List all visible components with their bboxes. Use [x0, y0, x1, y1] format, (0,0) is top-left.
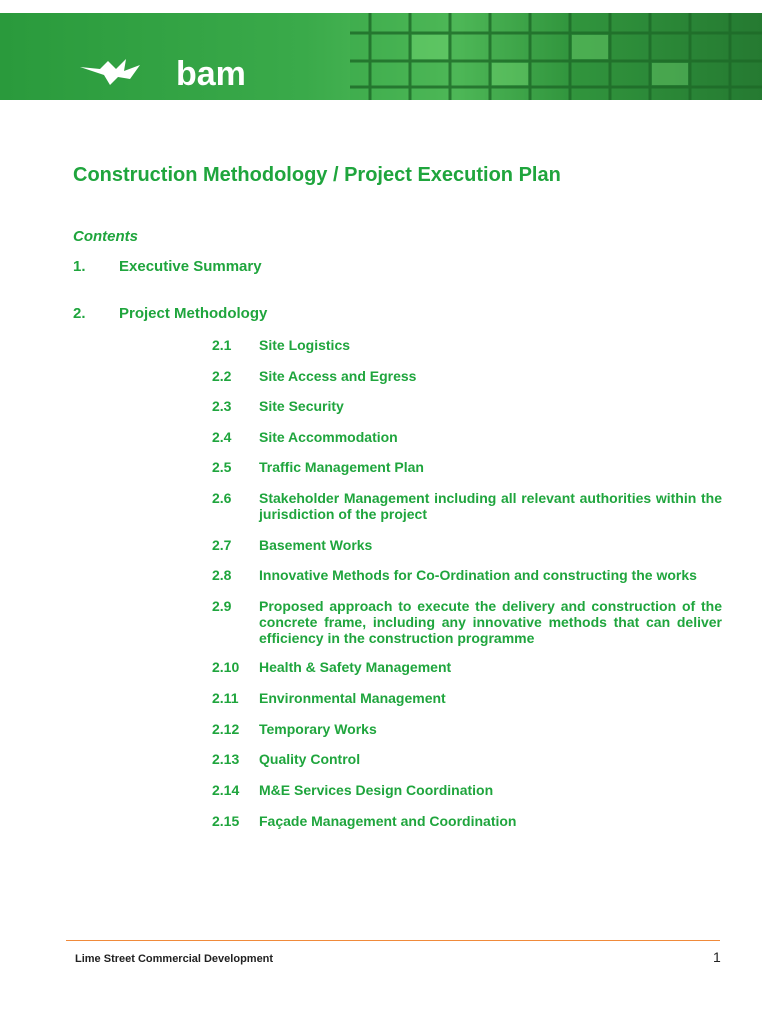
toc-item-2-9	[212, 599, 722, 646]
page-number: 1	[713, 949, 721, 965]
toc-item-number: 2.9	[212, 598, 232, 614]
toc-item-label: Basement Works	[259, 537, 373, 553]
toc-section-2	[73, 305, 267, 322]
toc-item-2-13	[212, 752, 722, 768]
toc-section-number: 1.	[73, 258, 86, 275]
toc-item-number: 2.6	[212, 490, 232, 506]
toc-item-label: Site Access and Egress	[259, 368, 417, 384]
toc-item-number: 2.1	[212, 337, 232, 353]
toc-item-label: M&E Services Design Coordination	[259, 782, 494, 798]
toc-item-number: 2.11	[212, 690, 239, 706]
toc-section-number: 2.	[73, 305, 86, 322]
toc-item-label: Environmental Management	[259, 690, 446, 706]
toc-item-2-4	[212, 430, 722, 446]
toc-item-2-7	[212, 538, 722, 554]
toc-section-label: Project Methodology	[119, 305, 268, 322]
bam-logo	[80, 55, 320, 95]
toc-item-label: Proposed approach to execute the delivery and construction of the concrete frame, including any innovative methods that can deliver efficiency in the construction programme	[259, 598, 722, 646]
footer-divider	[66, 940, 720, 941]
toc-item-label: Innovative Methods for Co-Ordination and constructing the works	[259, 567, 697, 583]
toc-item-number: 2.3	[212, 398, 232, 414]
toc-item-label: Site Accommodation	[259, 429, 398, 445]
toc-item-label: Health & Safety Management	[259, 659, 452, 675]
toc-item-number: 2.10	[212, 659, 240, 675]
footer-project-name: Lime Street Commercial Development	[75, 953, 274, 965]
toc-item-number: 2.4	[212, 429, 232, 445]
toc-item-2-6	[212, 491, 722, 523]
header-banner	[0, 13, 762, 100]
toc-item-number: 2.12	[212, 721, 240, 737]
toc-item-number: 2.14	[212, 782, 240, 798]
toc-item-2-12	[212, 722, 722, 738]
toc-item-number: 2.13	[212, 751, 240, 767]
toc-item-label: Site Security	[259, 398, 344, 414]
toc-item-2-10	[212, 660, 722, 676]
page-title: Construction Methodology / Project Execution Plan	[73, 164, 561, 186]
toc-item-label: Traffic Management Plan	[259, 459, 424, 475]
toc-item-label: Temporary Works	[259, 721, 377, 737]
toc-item-2-2	[212, 369, 722, 385]
toc-item-2-3	[212, 399, 722, 415]
toc-item-number: 2.15	[212, 813, 240, 829]
toc-item-2-5	[212, 460, 722, 476]
toc-item-2-8	[212, 568, 722, 584]
toc-item-2-11	[212, 691, 722, 707]
toc-item-number: 2.2	[212, 368, 232, 384]
contents-heading: Contents	[73, 228, 138, 245]
toc-item-label: Façade Management and Coordination	[259, 813, 517, 829]
building-facade-graphic	[350, 13, 762, 100]
toc-item-number: 2.8	[212, 567, 232, 583]
toc-item-label: Quality Control	[259, 751, 361, 767]
logo-wordmark: bam	[176, 55, 246, 93]
toc-item-label: Stakeholder Management including all relevant authorities within the jurisdiction of the project	[259, 490, 722, 522]
toc-item-number: 2.7	[212, 537, 232, 553]
toc-item-2-14	[212, 783, 722, 799]
toc-item-label: Site Logistics	[259, 337, 351, 353]
toc-item-2-1	[212, 338, 722, 354]
toc-section-1	[73, 258, 262, 275]
toc-section-label: Executive Summary	[119, 258, 262, 275]
toc-item-number: 2.5	[212, 459, 232, 475]
toc-item-2-15	[212, 814, 722, 830]
